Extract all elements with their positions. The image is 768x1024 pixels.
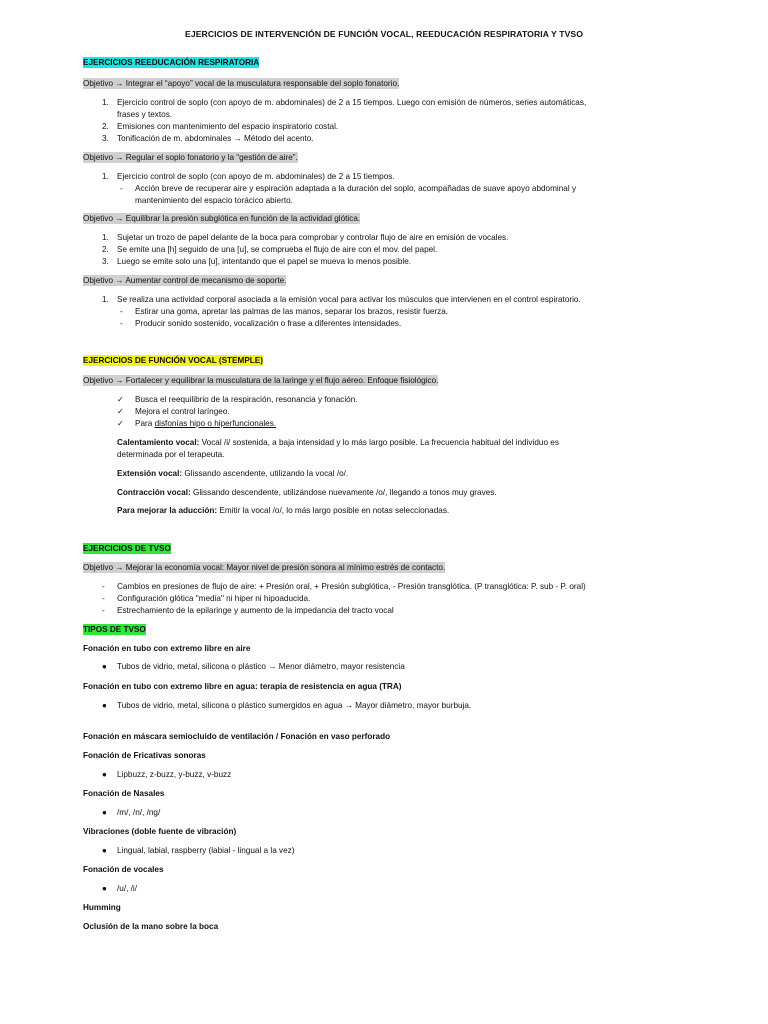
bullet-item: Lingual, labial, raspberry (labial - lingual a la vez) [117,846,295,855]
bullet-item: Tubos de vidrio, metal, silicona o plástico → Menor diámetro, mayor resistencia [117,662,405,671]
list-item: Sujetar un trozo de papel delante de la boca para comprobar y controlar flujo de aire en emisión de vocales. [117,233,509,242]
check-icon: ✓ [117,419,124,428]
dash-item: Configuración glótica "media" ni hiper ni hipoaducida. [117,594,311,603]
bullet-icon: ● [102,846,107,855]
check-icon: ✓ [117,407,124,416]
dash-item: Cambios en presiones de flujo de aire: + Presión oral, + Presión subglótica, - Presión transglótica. (P transglótica: P. sub - P. oral) [117,582,586,591]
section-heading-funcion-vocal: EJERCICIOS DE FUNCIÓN VOCAL (STEMPLE) [83,356,263,365]
tvso-type-heading: Fonación en máscara semiocluido de ventilación / Fonación en vaso perforado [83,732,391,741]
tvso-type-heading: Fonación de Nasales [83,789,165,798]
objective-3: Objetivo → Equilibrar la presión subglótica en función de la actividad glótica. [83,214,361,223]
bullet-item: Lipbuzz, z-buzz, y-buzz, v-buzz [117,770,232,779]
dash-marker: - [120,184,123,193]
dash-marker: - [102,582,105,591]
extension-label: Extensión vocal: [117,469,183,478]
check-item-link[interactable]: disfonías hipo o hiperfuncionales. [154,419,277,428]
check-item: Busca el reequilibrio de la respiración, resonancia y fonación. [135,395,358,404]
check-icon: ✓ [117,395,124,404]
objective-1: Objetivo → Integrar el “apoyo” vocal de la musculatura responsable del soplo fonatorio. [83,79,400,88]
sub-item-cont: mantenimiento del espacio torácico abierto. [135,196,293,205]
list-number: 1. [102,98,109,107]
list-number: 3. [102,134,109,143]
list-item: Se realiza una actividad corporal asociada a la emisión vocal para activar los músculos que intervienen en el control espiratorio. [117,295,581,304]
section-heading-respiratoria: EJERCICIOS REEDUCACIÓN RESPIRATORIA [83,58,260,67]
extension-text: Glissando ascendente, utilizando la vocal /o/. [182,469,349,478]
objective-vocal: Objetivo → Fortalecer y equilibrar la musculatura de la laringe y el flujo aéreo. Enfoque fisiológico. [83,376,439,385]
aduccion-text: Emitir la vocal /o/, lo más largo posible en notas seleccionadas. [217,506,450,515]
list-number: 2. [102,245,109,254]
dash-marker: - [102,594,105,603]
list-number: 1. [102,295,109,304]
subheading-tipos-tvso: TIPOS DE TVSO [83,625,146,634]
tvso-type-heading: Fonación de vocales [83,865,164,874]
contraccion-text: Glissando descendente, utilizándose nuevamente /o/, llegando a tonos muy graves. [190,488,497,497]
sub-item: Estirar una goma, apretar las palmas de las manos, separar los brazos, resistir fuerza. [135,307,449,316]
tvso-type-heading: Oclusión de la mano sobre la boca [83,922,219,931]
check-item: Mejora el control laríngeo. [135,407,230,416]
list-item: Tonificación de m. abdominales → Método del acento. [117,134,314,143]
dash-marker: - [102,606,105,615]
contraccion-label: Contracción vocal: [117,488,191,497]
check-item-prefix: Para [135,419,155,428]
list-number: 1. [102,172,109,181]
list-item: Se emite una [h] seguido de una [u], se comprueba el flujo de aire con el mov. del papel. [117,245,438,254]
bullet-icon: ● [102,770,107,779]
dash-item: Estrechamiento de la epilaringe y aumento de la impedancia del tracto vocal [117,606,394,615]
bullet-icon: ● [102,701,107,710]
tvso-type-heading: Humming [83,903,121,912]
dash-marker: - [120,307,123,316]
document-title: EJERCICIOS DE INTERVENCIÓN DE FUNCIÓN VOCAL, REEDUCACIÓN RESPIRATORIA Y TVSO [184,29,584,39]
objective-4: Objetivo → Aumentar control de mecanismo de soporte. [83,276,287,285]
calentamiento-label: Calentamiento vocal: [117,438,200,447]
bullet-item: /u/, /i/ [117,884,138,893]
section-heading-tvso: EJERCICIOS DE TVSO [83,544,171,553]
list-item-cont: frases y textos. [117,110,173,119]
objective-tvso: Objetivo → Mejorar la economía vocal: Mayor nivel de presión sonora al mínimo estrés de contacto. [83,563,446,572]
bullet-icon: ● [102,662,107,671]
objective-2: Objetivo → Regular el soplo fonatorio y la “gestión de aire”. [83,153,298,162]
tvso-type-heading: Vibraciones (doble fuente de vibración) [83,827,237,836]
bullet-item: Tubos de vidrio, metal, silicona o plástico sumergidos en agua → Mayor diámetro, mayor burbuja. [117,701,472,710]
list-item: Emisiones con mantenimiento del espacio inspiratorio costal. [117,122,339,131]
calentamiento-text-cont: determinada por el terapeuta. [117,450,225,459]
bullet-icon: ● [102,884,107,893]
calentamiento-text: Vocal /i/ sostenida, a baja intensidad y lo más largo posible. La frecuencia habitual del individuo es [199,438,559,447]
dash-marker: - [120,319,123,328]
tvso-type-heading: Fonación en tubo con extremo libre en agua: terapia de resistencia en agua (TRA) [83,682,402,691]
list-number: 2. [102,122,109,131]
bullet-icon: ● [102,808,107,817]
aduccion-label: Para mejorar la aducción: [117,506,218,515]
list-number: 1. [102,233,109,242]
list-item: Luego se emite solo una [u], intentando que el papel se mueva lo menos posible. [117,257,412,266]
list-item: Ejercicio control de soplo (con apoyo de m. abdominales) de 2 a 15 tiempos. Luego con emisión de números, series automáticas, [117,98,587,107]
sub-item: Acción breve de recuperar aire y espiración adaptada a la duración del soplo, acompañadas de suave apoyo abdominal y [135,184,577,193]
tvso-type-heading: Fonación en tubo con extremo libre en aire [83,644,251,653]
list-number: 3. [102,257,109,266]
bullet-item: /m/, /n/, /ng/ [117,808,161,817]
tvso-type-heading: Fonación de Fricativas sonoras [83,751,206,760]
list-item: Ejercicio control de soplo (con apoyo de m. abdominales) de 2 a 15 tiempos. [117,172,395,181]
sub-item: Producir sonido sostenido, vocalización o frase a diferentes intensidades. [135,319,402,328]
